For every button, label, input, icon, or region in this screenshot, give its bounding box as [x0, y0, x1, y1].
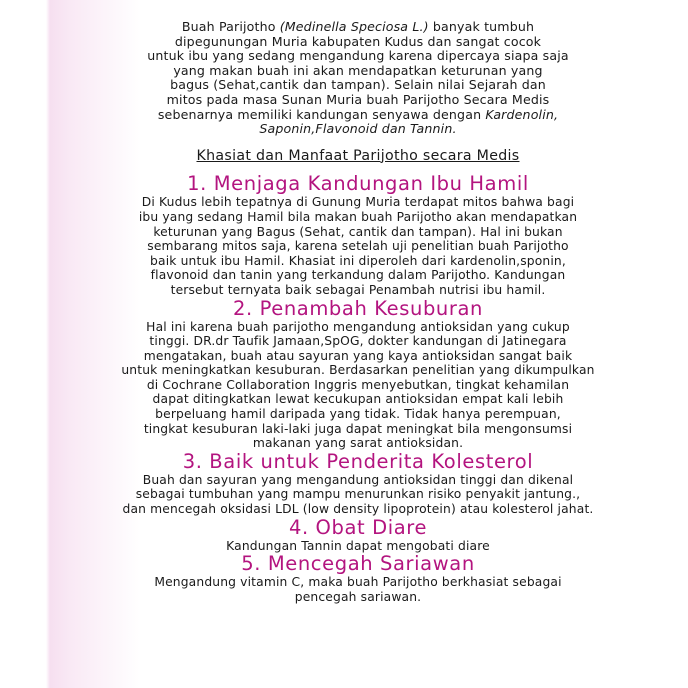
intro-text: banyak tumbuh — [428, 19, 535, 34]
benefit-line: dan mencegah oksidasi LDL (low density lipoprotein) atau kolesterol jahat. — [122, 502, 594, 517]
intro-line: mitos pada masa Sunan Muria buah Parijotho Secara Medis — [166, 91, 550, 107]
benefits-list — [78, 173, 638, 604]
benefit-line: di Cochrane Collaboration Inggris menyebutkan, tingkat kehamilan — [146, 377, 570, 392]
benefit-line: untuk meningkatkan kesuburan. Berdasarkan penelitian yang dikumpulkan — [121, 363, 595, 378]
benefit-line: ibu yang sedang Hamil bila makan buah Parijotho akan mendapatkan — [138, 209, 578, 224]
benefit-line: tinggi. DR.dr Taufik Jamaan,SpOG, dokter kandungan di Jatinegara — [149, 334, 567, 349]
benefit-cholesterol — [78, 451, 638, 517]
benefit-line: Hal ini karena buah parijotho mengandung antioksidan yang cukup — [146, 319, 570, 334]
compound-names: Saponin,Flavonoid dan Tannin. — [259, 121, 457, 137]
benefit-line: keturunan yang Bagus (Sehat, cantik dan tampan). Hal ini bukan — [153, 224, 563, 239]
intro-text: Buah Parijotho — [181, 19, 280, 34]
benefit-diarrhea — [78, 517, 638, 554]
intro-line: dipegunungan Muria kabupaten Kudus dan sangat cocok — [174, 33, 542, 49]
benefit-line: mengatakan, buah atau sayuran yang kaya antioksidan sangat baik — [143, 348, 573, 363]
benefit-body — [78, 473, 638, 517]
intro-paragraph — [78, 20, 638, 137]
benefit-heading: 4. Obat Diare — [288, 515, 428, 539]
benefit-line: baik untuk ibu Hamil. Khasiat ini diperoleh dari kardenolin,sponin, — [150, 253, 566, 268]
benefit-line: tersebut ternyata baik sebagai Penambah nutrisi ibu hamil. — [170, 282, 546, 297]
benefit-line: Di Kudus lebih tepatnya di Gunung Muria terdapat mitos bahwa bagi — [141, 195, 575, 210]
benefit-line: tingkat kesuburan laki-laki juga dapat meningkat bila mengonsumsi — [143, 421, 573, 436]
benefit-line: sebagai tumbuhan yang mampu menurunkan risiko penyakit jantung., — [135, 487, 581, 502]
latin-name: (Medinella Speciosa L.) — [279, 19, 429, 34]
benefit-body — [78, 195, 638, 297]
intro-line — [78, 108, 638, 123]
section-subheading: Khasiat dan Manfaat Parijotho secara Medis — [196, 147, 520, 164]
benefit-heading: 5. Mencegah Sariawan — [241, 552, 475, 576]
benefit-line: dapat ditingkatkan lewat kecukupan antioksidan empat kali lebih — [152, 392, 564, 407]
benefit-canker-sores — [78, 553, 638, 604]
benefit-heading: 1. Menjaga Kandungan Ibu Hamil — [187, 172, 529, 196]
benefit-body — [78, 539, 638, 554]
article — [78, 20, 638, 604]
intro-line: bagus (Sehat,cantik dan tampan). Selain nilai Sejarah dan — [170, 77, 546, 93]
benefit-line: makanan yang sarat antioksidan. — [252, 436, 464, 451]
benefit-line: Mengandung vitamin C, maka buah Parijotho berkhasiat sebagai — [154, 575, 562, 590]
benefit-line: berpeluang hamil daripada yang tidak. Tidak hanya perempuan, — [155, 407, 561, 422]
intro-text: sebenarnya memiliki kandungan senyawa dengan — [157, 106, 486, 122]
intro-line — [78, 122, 638, 137]
benefit-line: Buah dan sayuran yang mengandung antioksidan tinggi dan dikenal — [142, 472, 574, 487]
intro-line: yang makan buah ini akan mendapatkan keturunan yang — [173, 62, 543, 78]
benefit-heading: 2. Penambah Kesuburan — [232, 296, 484, 320]
intro-line — [78, 20, 638, 35]
benefit-line: Kandungan Tannin dapat mengobati diare — [226, 538, 490, 553]
benefit-line: sembarang mitos saja, karena setelah uji penelitian buah Parijotho — [147, 239, 569, 254]
benefit-body — [78, 575, 638, 604]
intro-line: untuk ibu yang sedang mengandung karena dipercaya siapa saja — [147, 48, 569, 64]
compound-name: Kardenolin, — [485, 106, 559, 122]
benefit-pregnancy — [78, 173, 638, 297]
benefit-fertility — [78, 298, 638, 451]
benefit-body — [78, 320, 638, 451]
benefit-heading: 3. Baik untuk Penderita Kolesterol — [182, 449, 534, 473]
benefit-line: pencegah sariawan. — [294, 589, 422, 604]
benefit-line: flavonoid dan tanin yang terkandung dalam Parijotho. Kandungan — [150, 268, 566, 283]
